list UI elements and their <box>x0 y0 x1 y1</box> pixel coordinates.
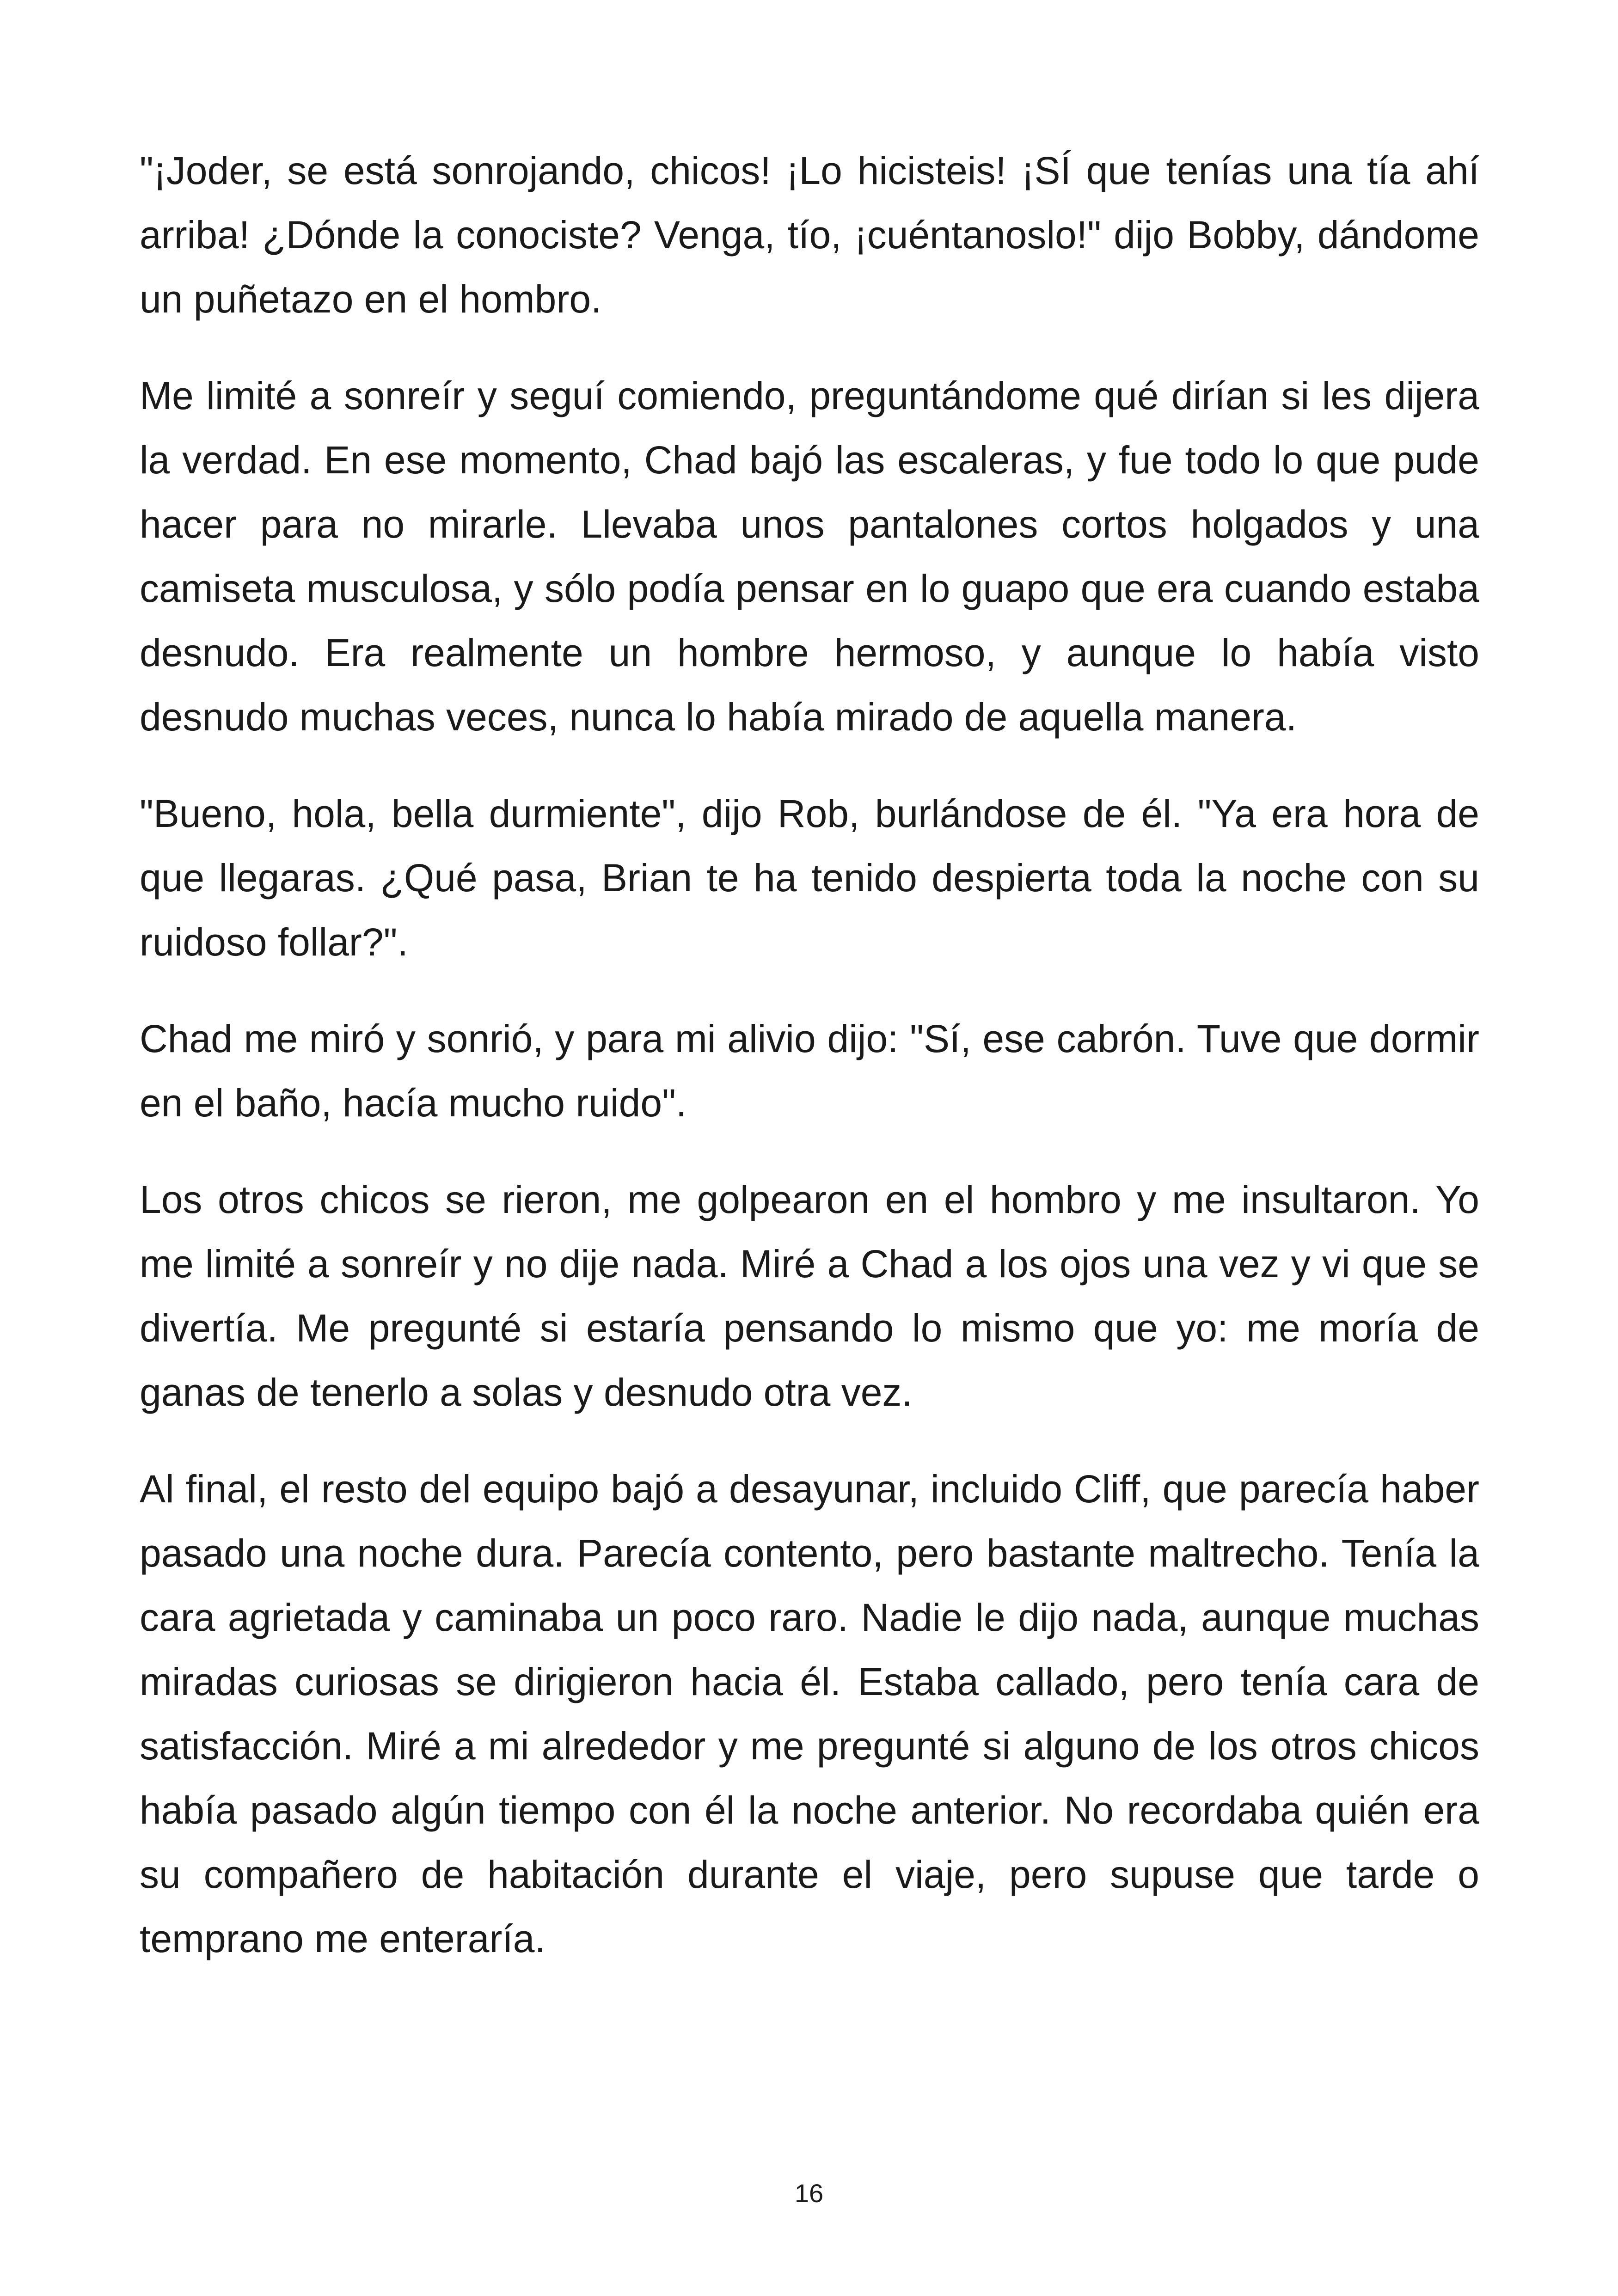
paragraph-1: "¡Joder, se está sonrojando, chicos! ¡Lo hicisteis! ¡SÍ que tenías una tía ahí arriba! ¿Dónde la conociste? Venga, tío, ¡cuéntanoslo!" dijo Bobby, dándome un puñetazo en el hombro. <box>140 149 1479 321</box>
body-text <box>140 139 1479 2003</box>
page-number: 16 <box>794 2179 824 2208</box>
paragraph-6: Al final, el resto del equipo bajó a desayunar, incluido Cliff, que parecía haber pasado una noche dura. Parecía contento, pero bastante maltrecho. Tenía la cara agrietada y caminaba un poco raro. Nadie le dijo nada, aunque muchas miradas curiosas se dirigieron hacia él. Estaba callado, pero tenía cara de satisfacción. Miré a mi alrededor y me pregunté si alguno de los otros chicos había pasado algún tiempo con él la noche anterior. No recordaba quién era su compañero de habitación durante el viaje, pero supuse que tarde o temprano me enteraría. <box>140 1467 1479 1960</box>
paragraph-5: Los otros chicos se rieron, me golpearon en el hombro y me insultaron. Yo me limité a sonreír y no dije nada. Miré a Chad a los ojos una vez y vi que se divertía. Me pregunté si estaría pensando lo mismo que yo: me moría de ganas de tenerlo a solas y desnudo otra vez. <box>140 1178 1479 1414</box>
paragraph-2: Me limité a sonreír y seguí comiendo, preguntándome qué dirían si les dijera la verdad. En ese momento, Chad bajó las escaleras, y fue todo lo que pude hacer para no mirarle. Llevaba unos pantalones cortos holgados y una camiseta musculosa, y sólo podía pensar en lo guapo que era cuando estaba desnudo. Era realmente un hombre hermoso, y aunque lo había visto desnudo muchas veces, nunca lo había mirado de aquella manera. <box>140 374 1479 739</box>
paragraph-4: Chad me miró y sonrió, y para mi alivio dijo: "Sí, ese cabrón. Tuve que dormir en el baño, hacía mucho ruido". <box>140 1017 1479 1125</box>
paragraph-3: "Bueno, hola, bella durmiente", dijo Rob, burlándose de él. "Ya era hora de que llegaras. ¿Qué pasa, Brian te ha tenido despierta toda la noche con su ruidoso follar?". <box>140 792 1479 964</box>
